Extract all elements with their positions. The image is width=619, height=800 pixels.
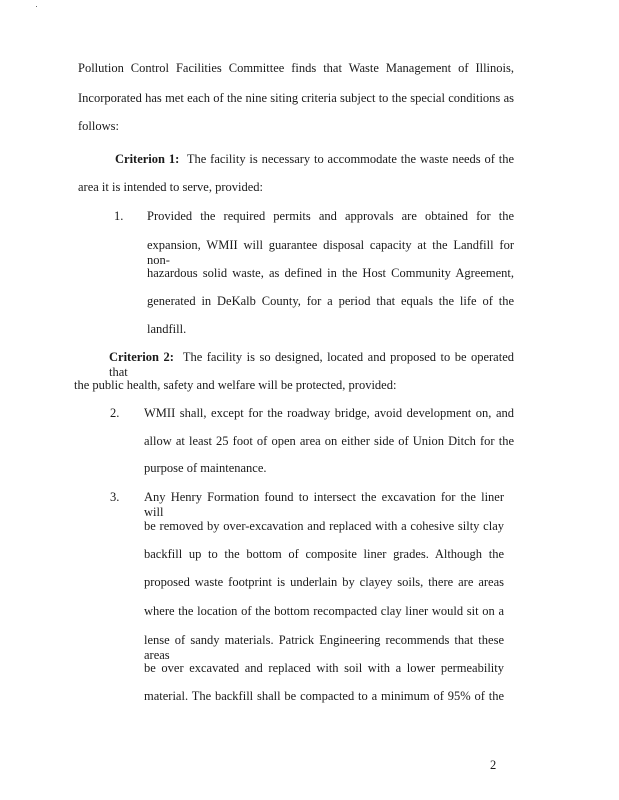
item-3-line-8: material. The backfill shall be compacted to a minimum of 95% of the bbox=[144, 689, 504, 703]
item-2-line-3: purpose of maintenance. bbox=[144, 461, 267, 475]
criterion-1-label: Criterion 1: bbox=[115, 152, 180, 166]
criterion-1-line-2: area it is intended to serve, provided: bbox=[78, 180, 264, 194]
criterion-2-heading-line bbox=[109, 350, 514, 380]
criterion-2-text: The facility is so designed, located and proposed to be operated that bbox=[109, 350, 514, 379]
item-2-line-1: WMII shall, except for the roadway bridge, avoid development on, and bbox=[144, 406, 514, 420]
page-number: 2 bbox=[490, 758, 497, 772]
item-2-line-2: allow at least 25 foot of open area on either side of Union Ditch for the bbox=[144, 434, 514, 448]
item-1-line-4: generated in DeKalb County, for a period that equals the life of the bbox=[147, 294, 514, 308]
item-3-number: 3. bbox=[110, 490, 120, 504]
item-3-line-1: Any Henry Formation found to intersect the excavation for the liner will bbox=[144, 490, 504, 519]
item-1-line-1: Provided the required permits and approvals are obtained for the bbox=[147, 209, 514, 223]
item-1-line-3: hazardous solid waste, as defined in the Host Community Agreement, bbox=[147, 266, 514, 280]
criterion-1-heading-line bbox=[115, 152, 514, 167]
item-3-line-2: be removed by over-excavation and replaced with a cohesive silty clay bbox=[144, 519, 504, 533]
criterion-2-line-2: the public health, safety and welfare will be protected, provided: bbox=[74, 378, 397, 392]
scan-speck bbox=[36, 6, 37, 7]
item-1-line-5: landfill. bbox=[147, 322, 187, 336]
intro-line-3: follows: bbox=[78, 119, 119, 133]
item-3-line-5: where the location of the bottom recompacted clay liner would sit on a bbox=[144, 604, 504, 618]
criterion-1-text: The facility is necessary to accommodate the waste needs of the bbox=[186, 152, 514, 166]
item-3-line-4: proposed waste footprint is underlain by clayey soils, there are areas bbox=[144, 575, 504, 589]
item-3-line-6: lense of sandy materials. Patrick Engineering recommends that these areas bbox=[144, 633, 504, 662]
intro-line-2: Incorporated has met each of the nine siting criteria subject to the special conditions as bbox=[78, 91, 514, 105]
criterion-2-label: Criterion 2: bbox=[109, 350, 174, 364]
item-3-line-3: backfill up to the bottom of composite liner grades. Although the bbox=[144, 547, 504, 561]
item-1-line-2: expansion, WMII will guarantee disposal capacity at the Landfill for non- bbox=[147, 238, 514, 267]
item-3-line-7: be over excavated and replaced with soil with a lower permeability bbox=[144, 661, 504, 675]
intro-line-1: Pollution Control Facilities Committee finds that Waste Management of Illinois, bbox=[78, 61, 514, 75]
item-2-number: 2. bbox=[110, 406, 120, 420]
item-1-number: 1. bbox=[114, 209, 124, 223]
